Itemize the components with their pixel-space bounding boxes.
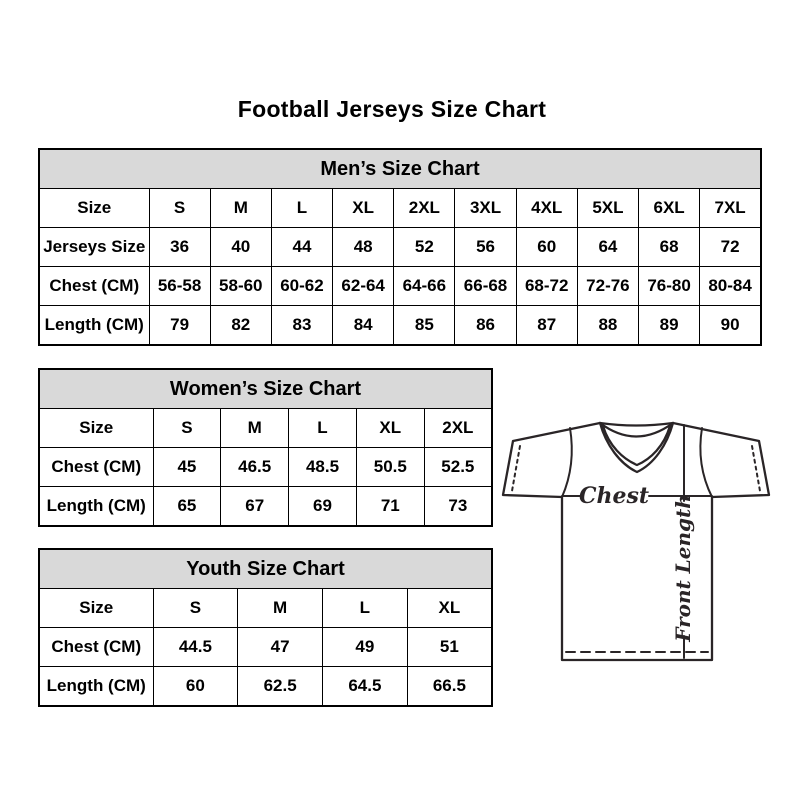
value-cell: 84: [333, 306, 394, 346]
youth-size-chart: [38, 548, 493, 707]
row-label-cell: Jerseys Size: [39, 228, 149, 267]
youth-size-chart-table: [38, 548, 493, 707]
mens-size-chart: [38, 148, 762, 346]
value-cell: 52: [394, 228, 455, 267]
value-cell: 66-68: [455, 267, 516, 306]
row-label-cell: Length (CM): [39, 306, 149, 346]
table-row: [39, 589, 492, 628]
table-row: [39, 628, 492, 667]
value-cell: 47: [238, 628, 323, 667]
value-cell: XL: [356, 409, 424, 448]
value-cell: 60-62: [271, 267, 332, 306]
row-label-cell: Chest (CM): [39, 267, 149, 306]
left-cuff-dashed-line: [512, 446, 520, 491]
chest-label: Chest: [578, 483, 650, 509]
value-cell: 2XL: [424, 409, 492, 448]
value-cell: 36: [149, 228, 210, 267]
table-row: [39, 189, 761, 228]
value-cell: 64-66: [394, 267, 455, 306]
value-cell: 50.5: [356, 448, 424, 487]
value-cell: S: [153, 589, 238, 628]
value-cell: 58-60: [210, 267, 271, 306]
value-cell: 7XL: [700, 189, 761, 228]
value-cell: 72-76: [577, 267, 638, 306]
value-cell: 62.5: [238, 667, 323, 707]
value-cell: 72: [700, 228, 761, 267]
value-cell: 65: [153, 487, 221, 527]
table-row: [39, 487, 492, 527]
row-label-cell: Length (CM): [39, 667, 153, 707]
value-cell: 68-72: [516, 267, 577, 306]
table-row: [39, 306, 761, 346]
right-armhole-seam: [700, 428, 712, 497]
value-cell: 69: [289, 487, 357, 527]
value-cell: 62-64: [333, 267, 394, 306]
value-cell: 83: [271, 306, 332, 346]
value-cell: 51: [407, 628, 492, 667]
value-cell: 6XL: [639, 189, 700, 228]
value-cell: 44: [271, 228, 332, 267]
value-cell: 85: [394, 306, 455, 346]
jersey-outline: [503, 423, 769, 660]
table-title: Men’s Size Chart: [39, 149, 761, 189]
value-cell: 71: [356, 487, 424, 527]
value-cell: L: [271, 189, 332, 228]
table-row: [39, 448, 492, 487]
value-cell: 52.5: [424, 448, 492, 487]
table-row: [39, 409, 492, 448]
row-label-cell: Size: [39, 409, 153, 448]
row-label-cell: Size: [39, 189, 149, 228]
table-row: [39, 267, 761, 306]
value-cell: 89: [639, 306, 700, 346]
value-cell: 90: [700, 306, 761, 346]
value-cell: 46.5: [221, 448, 289, 487]
value-cell: 87: [516, 306, 577, 346]
womens-size-chart-table: [38, 368, 493, 527]
value-cell: 88: [577, 306, 638, 346]
row-label-cell: Size: [39, 589, 153, 628]
value-cell: 64.5: [323, 667, 408, 707]
value-cell: 48: [333, 228, 394, 267]
value-cell: S: [149, 189, 210, 228]
right-cuff-dashed-line: [752, 446, 760, 491]
value-cell: 86: [455, 306, 516, 346]
value-cell: 60: [516, 228, 577, 267]
value-cell: XL: [333, 189, 394, 228]
value-cell: 60: [153, 667, 238, 707]
value-cell: 4XL: [516, 189, 577, 228]
value-cell: M: [210, 189, 271, 228]
value-cell: 49: [323, 628, 408, 667]
value-cell: 56: [455, 228, 516, 267]
value-cell: 44.5: [153, 628, 238, 667]
row-label-cell: Length (CM): [39, 487, 153, 527]
table-row: [39, 228, 761, 267]
left-armhole-seam: [562, 428, 572, 497]
value-cell: S: [153, 409, 221, 448]
value-cell: M: [238, 589, 323, 628]
value-cell: 82: [210, 306, 271, 346]
value-cell: 76-80: [639, 267, 700, 306]
value-cell: 56-58: [149, 267, 210, 306]
page-title: Football Jerseys Size Chart: [237, 96, 547, 122]
value-cell: 40: [210, 228, 271, 267]
value-cell: 3XL: [455, 189, 516, 228]
value-cell: M: [221, 409, 289, 448]
value-cell: L: [323, 589, 408, 628]
row-label-cell: Chest (CM): [39, 448, 153, 487]
value-cell: 48.5: [289, 448, 357, 487]
value-cell: 68: [639, 228, 700, 267]
value-cell: 45: [153, 448, 221, 487]
jersey-measurement-diagram: [500, 400, 780, 680]
value-cell: 5XL: [577, 189, 638, 228]
value-cell: 66.5: [407, 667, 492, 707]
table-title: Youth Size Chart: [39, 549, 492, 589]
mens-size-chart-table: [38, 148, 762, 346]
table-row: [39, 667, 492, 707]
value-cell: 79: [149, 306, 210, 346]
value-cell: XL: [407, 589, 492, 628]
value-cell: 73: [424, 487, 492, 527]
value-cell: 67: [221, 487, 289, 527]
value-cell: L: [289, 409, 357, 448]
value-cell: 64: [577, 228, 638, 267]
row-label-cell: Chest (CM): [39, 628, 153, 667]
table-title: Women’s Size Chart: [39, 369, 492, 409]
collar-top-line: [600, 423, 673, 426]
womens-size-chart: [38, 368, 493, 527]
value-cell: 80-84: [700, 267, 761, 306]
front-length-label: Front Length: [671, 494, 695, 642]
value-cell: 2XL: [394, 189, 455, 228]
